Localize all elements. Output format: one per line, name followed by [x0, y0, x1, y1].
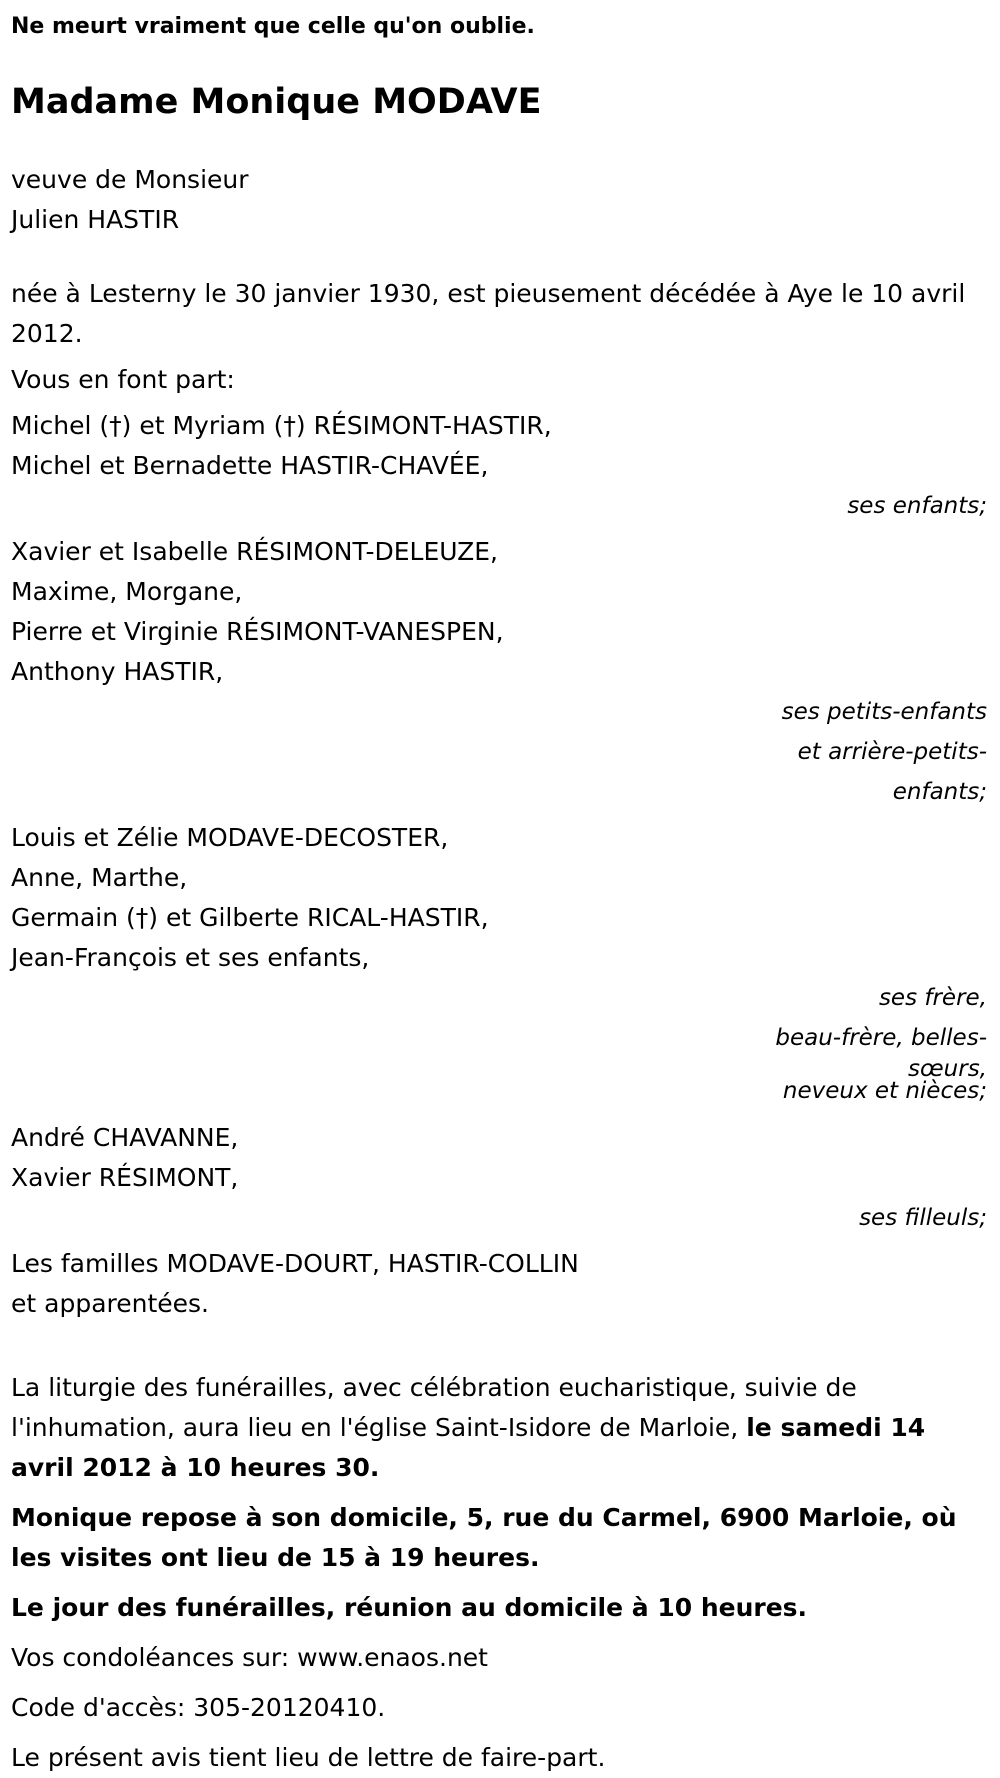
list-item: Xavier et Isabelle RÉSIMONT-DELEUZE,: [11, 537, 498, 566]
godchildren-group: [11, 1118, 987, 1238]
relation-label-line: ses petits-enfants: [781, 699, 987, 725]
access-code-text: Code d'accès: 305-20120410.: [11, 1693, 386, 1722]
children-group: [11, 406, 987, 526]
relation-label-line: neveux et nièces;: [782, 1078, 987, 1104]
birth-death-text: née à Lesterny le 30 janvier 1930, est pieusement décédée à Aye le 10 avril 2012.: [11, 279, 966, 348]
list-item: Anthony HASTIR,: [11, 657, 224, 686]
relation-label: ses enfants;: [847, 493, 987, 519]
meeting-text: Le jour des funérailles, réunion au domicile à 10 heures.: [11, 1593, 808, 1622]
widow-line: veuve de Monsieur: [11, 165, 249, 194]
relation-label-line: sœurs,: [908, 1056, 987, 1082]
list-item: Michel (†) et Myriam (†) RÉSIMONT-HASTIR,: [11, 411, 552, 440]
list-item: Anne, Marthe,: [11, 863, 188, 892]
list-item: André CHAVANNE,: [11, 1123, 239, 1152]
relation-label-line: et arrière-petits-: [797, 739, 987, 765]
grandchildren-group: [11, 532, 987, 812]
relation-label-line: ses frère,: [878, 985, 987, 1011]
list-item: Xavier RÉSIMONT,: [11, 1163, 239, 1192]
list-item: Maxime, Morgane,: [11, 577, 243, 606]
list-item: Les familles MODAVE-DOURT, HASTIR-COLLIN: [11, 1249, 579, 1278]
list-item: Pierre et Virginie RÉSIMONT-VANESPEN,: [11, 617, 504, 646]
list-item: et apparentées.: [11, 1289, 209, 1318]
families-group: [11, 1244, 987, 1324]
obituary-notice: [11, 0, 987, 1778]
list-item: Jean-François et ses enfants,: [11, 943, 370, 972]
condolences-text: Vos condoléances sur: www.enaos.net: [11, 1643, 488, 1672]
relation-label-line: beau-frère, belles-: [775, 1025, 987, 1051]
list-item: Germain (†) et Gilberte RICAL-HASTIR,: [11, 903, 489, 932]
announce-text: Vous en font part:: [11, 365, 235, 394]
closing-text: Le présent avis tient lieu de lettre de faire-part.: [11, 1743, 606, 1772]
relation-label-line: enfants;: [892, 779, 987, 805]
siblings-group: [11, 818, 987, 1102]
spouse-name: Julien HASTIR: [11, 205, 180, 234]
relation-label: [747, 692, 987, 812]
list-item: Louis et Zélie MODAVE-DECOSTER,: [11, 823, 449, 852]
funeral-date: le samedi 14 avril 2012 à 10 heures 30.: [11, 1413, 926, 1482]
funeral-text: [11, 1368, 971, 1488]
relation-label: [747, 978, 987, 1102]
epigraph: Ne meurt vraiment que celle qu'on oublie.: [11, 14, 535, 39]
funeral-description: La liturgie des funérailles, avec célébration eucharistique, suivie de l'inhumation, aura lieu en l'église Saint-Isidore de Marloie,: [11, 1373, 857, 1442]
deceased-name: Madame Monique MODAVE: [11, 82, 542, 122]
relation-label: ses filleuls;: [859, 1205, 987, 1231]
list-item: Michel et Bernadette HASTIR-CHAVÉE,: [11, 451, 489, 480]
widow-block: [11, 160, 987, 240]
visitation-text: Monique repose à son domicile, 5, rue du Carmel, 6900 Marloie, où les visites ont lieu de 15 à 19 heures.: [11, 1503, 957, 1572]
